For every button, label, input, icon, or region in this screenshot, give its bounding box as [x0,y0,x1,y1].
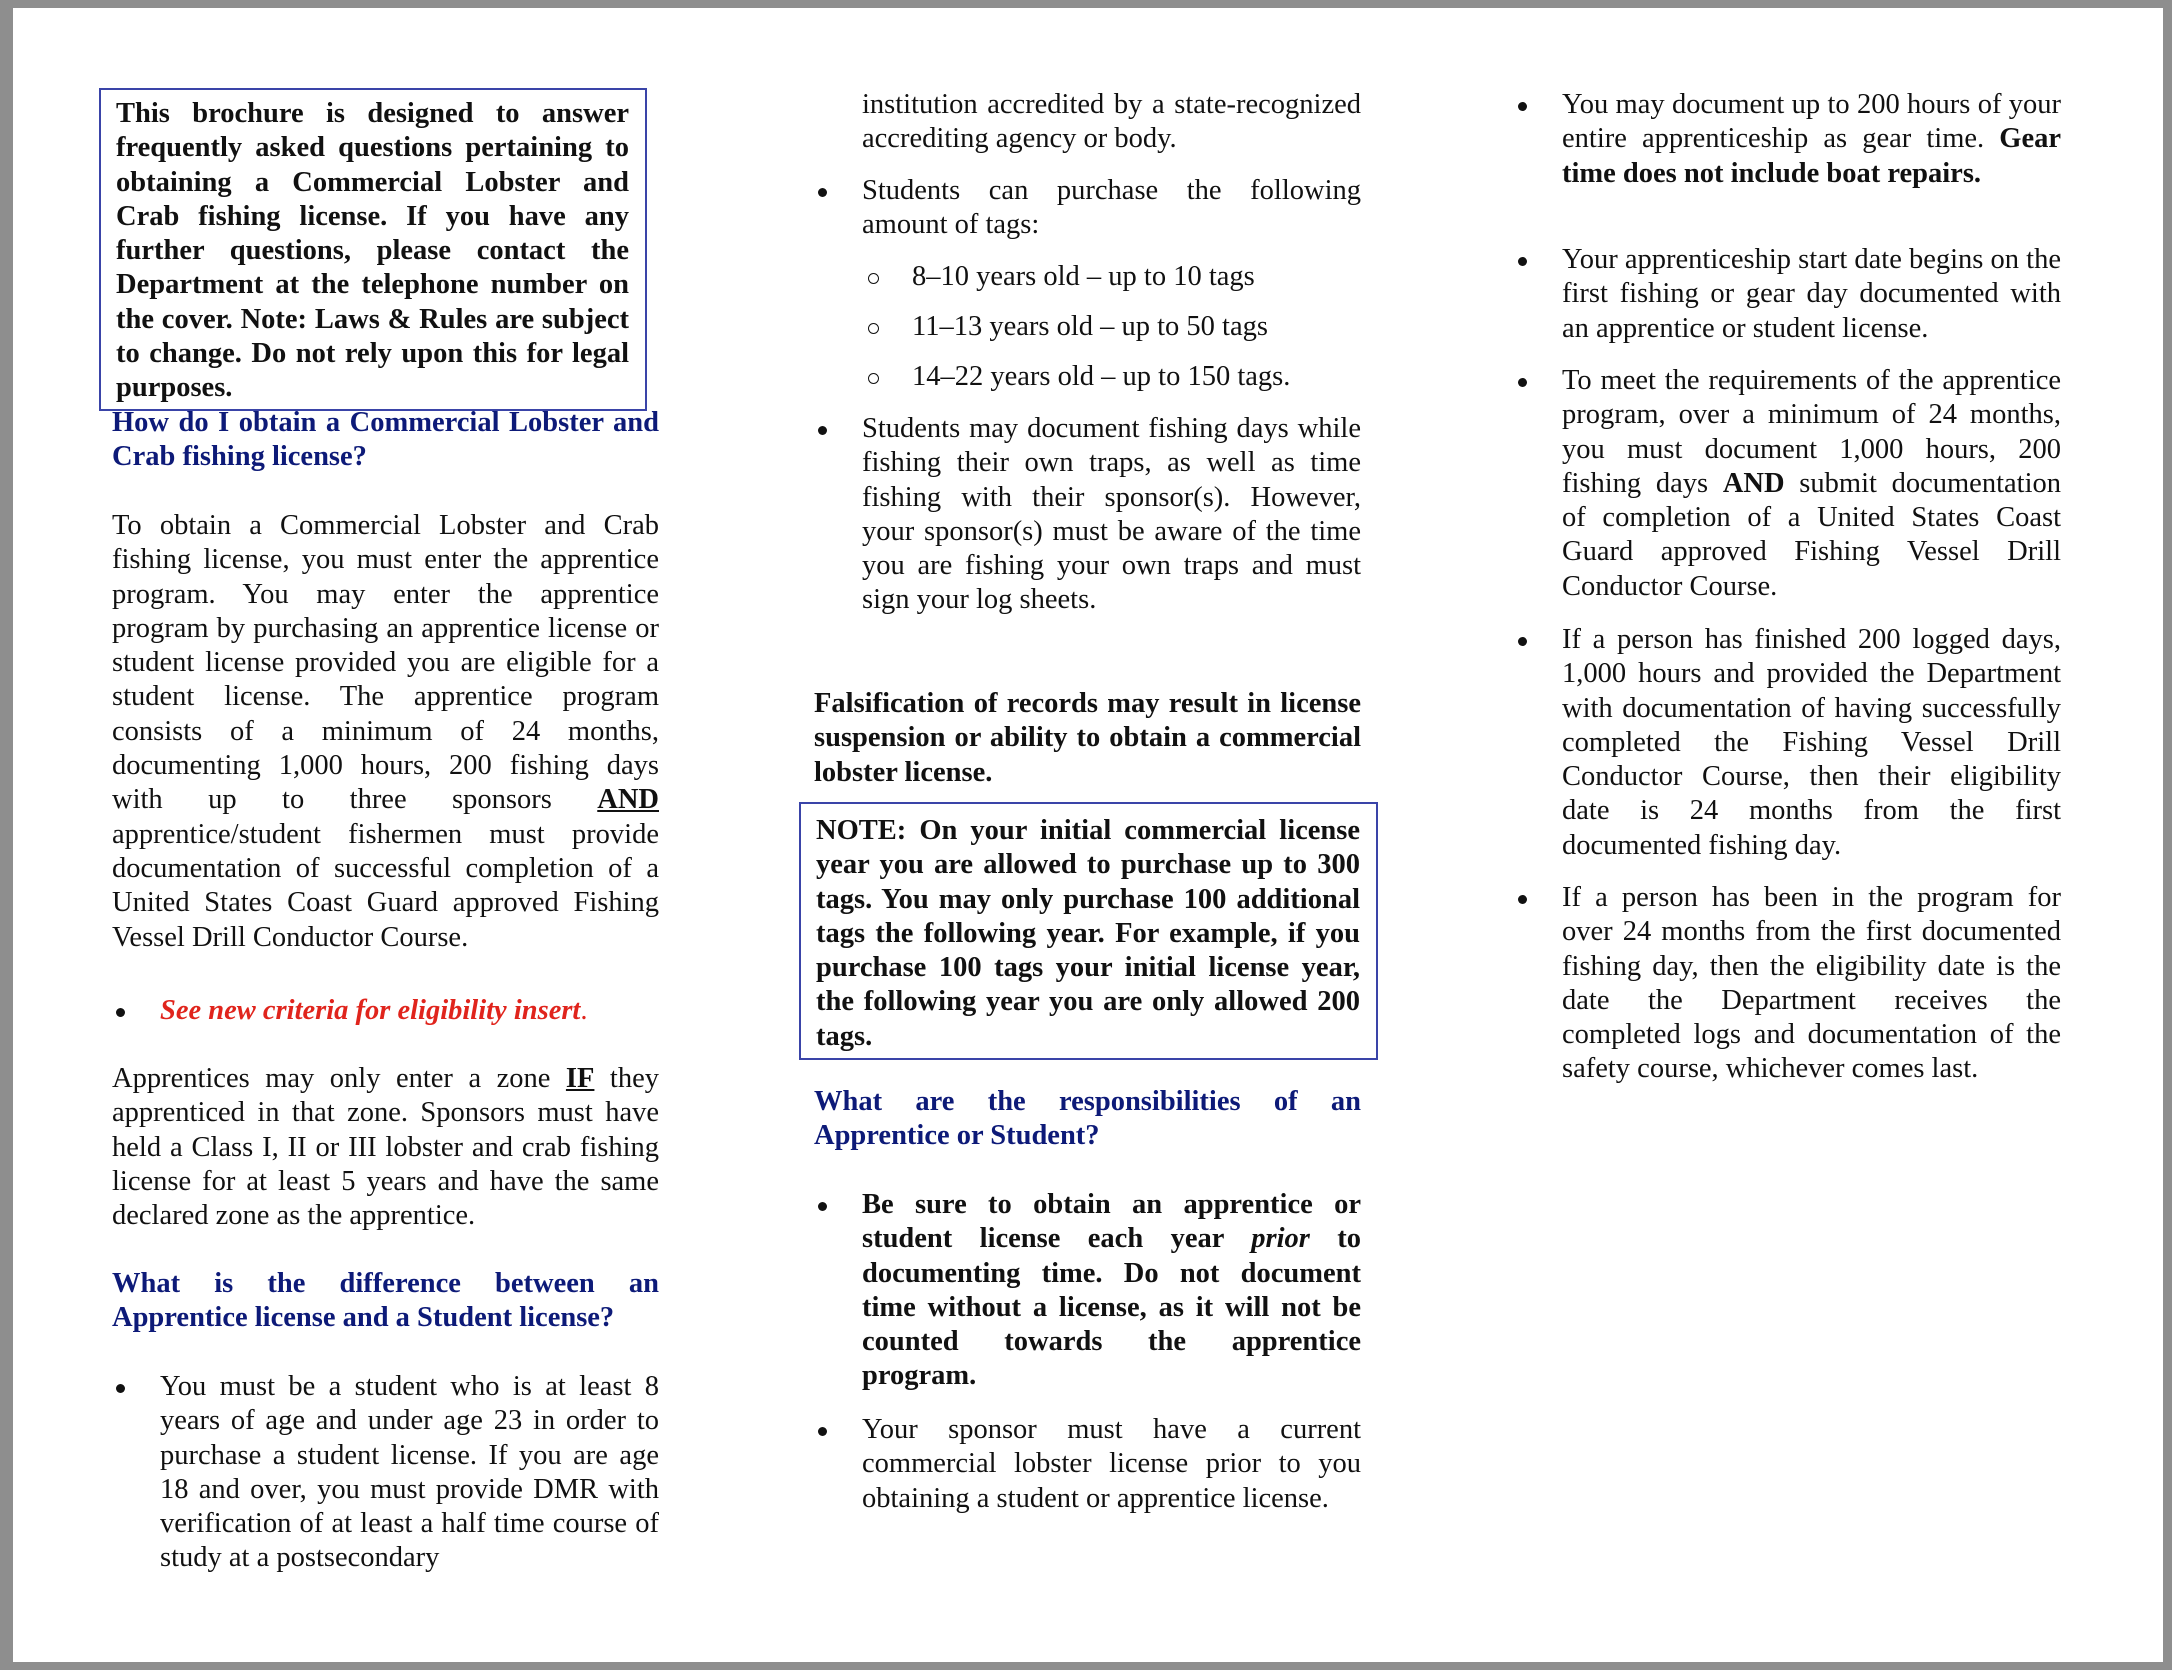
falsification-warning: Falsification of records may result in license suspension or ability to obtain a commercial lobster license. [814,688,1361,788]
traps-bullet: Students may document fishing days while fishing their own traps, as well as time fishing with their sponsor(s). However, your sponsor(s) must be aware of the time you are fishing your own traps and must sign your log sheets. [814,412,1361,618]
responsibility-bullet-1: Be sure to obtain an apprentice or student license each year prior to documenting time. Do not document time without a license, as it will not be counted towards the apprentice program. [814,1188,1361,1394]
student-age-bullet: You must be a student who is at least 8 years of age and under age 23 in order to purchase a student license. If you are age 18 and over, you must provide DMR with verification of at least a half time course of study at a postsecondary [112,1370,659,1576]
heading-difference: What is the difference between an Apprentice license and a Student license? [112,1268,659,1334]
brochure-page [13,8,2163,1662]
tags-bullet: Students can purchase the following amount of tags: [814,174,1361,243]
tag-tier-3: 14–22 years old – up to 150 tags. [814,360,1361,394]
responsibility-bullet-2: Your sponsor must have a current commercial lobster license prior to you obtaining a student or apprentice license. [814,1413,1361,1516]
gear-time-bullet: You may document up to 200 hours of your entire apprenticeship as gear time. Gear time does not include boat repairs. [1514,88,2061,191]
intro-box-text: This brochure is designed to answer frequently asked questions pertaining to obtaining a Commercial Lobster and Crab fishing license. If you have any further questions, please contact the Department at the telephone number on the cover. Note: Laws & Rules are subject to change. Do not rely upon this for legal purposes. [116,98,629,404]
eligibility-insert-link[interactable]: See new criteria for eligibility insert [160,995,581,1026]
intro-box [99,88,647,411]
and-emphasis-2: AND [1722,467,1785,499]
gear-time-emphasis: Gear time does not include boat repairs. [1562,123,2061,189]
start-date-bullet: Your apprenticeship start date begins on the first fishing or gear day documented with an apprentice or student license. [1514,243,2061,346]
continued-text: institution accredited by a state-recognized accrediting agency or body. [862,89,1361,155]
tag-tier-1: 8–10 years old – up to 10 tags [814,260,1361,294]
heading-responsibilities: What are the responsibilities of an Apprentice or Student? [814,1086,1361,1152]
eligibility-insert-bullet: See new criteria for eligibility insert. [112,994,659,1028]
prior-emphasis: prior [1251,1223,1310,1255]
tag-tier-2: 11–13 years old – up to 50 tags [814,310,1361,344]
and-emphasis: AND [597,784,659,816]
heading-obtain-license: How do I obtain a Commercial Lobster and Crab fishing license? [112,407,659,473]
note-box-text: NOTE: On your initial commercial license year you are allowed to purchase up to 300 tags. You may only purchase 100 additional tags the following year. For example, if you purchase 100 tags your initial license year, the following year you are only allowed 200 tags. [816,815,1360,1052]
if-emphasis: IF [565,1063,595,1094]
finished-bullet: If a person has finished 200 logged days, 1,000 hours and provided the Department with documentation of having successfully completed the Fishing Vessel Drill Conductor Course, then their eligibility date is 24 months from the first documented fishing day. [1514,623,2061,863]
paragraph-apprentice-program: To obtain a Commercial Lobster and Crab fishing license, you must enter the apprentice program. You may enter the apprentice program by purchasing an apprentice license or student license provided you are eligible for a student license. The apprentice program consists of a minimum of 24 months, documenting 1,000 hours, 200 fishing days with up to three sponsors AND apprentice/student fishermen must provide documentation of successful completion of a United States Coast Guard approved Fishing Vessel Drill Conductor Course. [112,510,659,953]
note-box [799,802,1378,1060]
requirements-bullet: To meet the requirements of the apprentice program, over a minimum of 24 months, you must document 1,000 hours, 200 fishing days AND submit documentation of completion of a United States Coast Guard approved Fishing Vessel Drill Conductor Course. [1514,364,2061,604]
over-24-months-bullet: If a person has been in the program for over 24 months from the first documented fishing day, then the eligibility date is the date the Department receives the completed logs and documentation of the safety course, whichever comes last. [1514,881,2061,1087]
paragraph-zone: Apprentices may only enter a zone IF they apprenticed in that zone. Sponsors must have held a Class I, II or III lobster and crab fishing license for at least 5 years and have the same declared zone as the apprentice. [112,1063,660,1232]
